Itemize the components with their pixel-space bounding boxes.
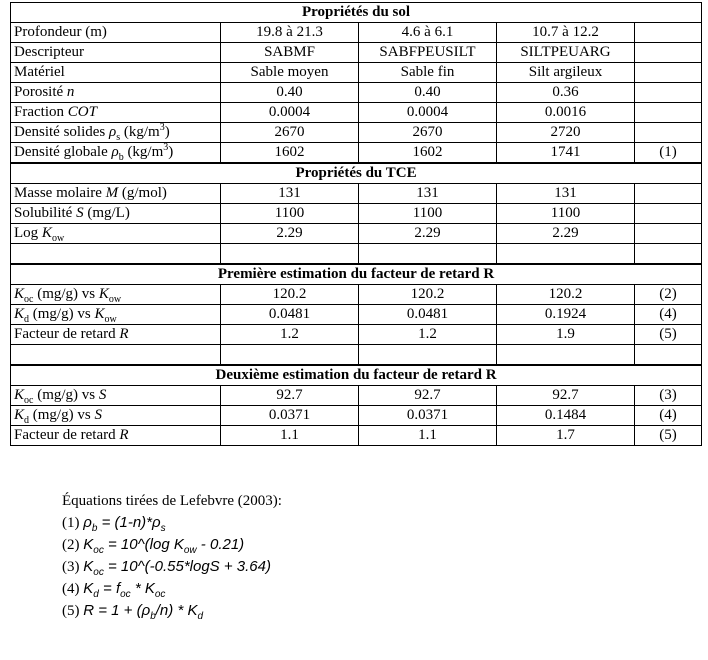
table-row <box>11 426 702 446</box>
symbol: K <box>14 407 25 423</box>
value-cell: 92.7 <box>221 386 359 406</box>
value-cell: 1.1 <box>221 426 359 446</box>
value-cell: 1.7 <box>497 426 635 446</box>
unit: ) <box>164 124 170 140</box>
superscript: 3 <box>163 142 169 153</box>
reference-cell <box>635 184 702 204</box>
reference-cell <box>635 63 702 83</box>
value-cell: 1100 <box>221 204 359 224</box>
value-cell: 120.2 <box>359 285 497 305</box>
equation-4: (4) $K_d = f_{oc} * K_{oc}$ <box>62 580 166 600</box>
value-cell: 0.36 <box>497 83 635 103</box>
unit: (kg/m <box>123 144 164 160</box>
subscript: d <box>24 314 30 325</box>
label-text: Log <box>14 225 42 241</box>
value-cell: 131 <box>359 184 497 204</box>
row-label <box>11 426 221 446</box>
label-text: (mg/g) vs <box>33 286 99 302</box>
reference-cell: (5) <box>635 426 702 446</box>
properties-table <box>10 2 702 446</box>
value-cell: 10.7 à 12.2 <box>497 23 635 43</box>
section-title: Propriétés du sol <box>11 3 702 23</box>
reference-cell <box>635 204 702 224</box>
value-cell: SABMF <box>221 43 359 63</box>
label-text: (mg/g) vs <box>29 407 95 423</box>
reference-cell <box>635 224 702 244</box>
section-header-row <box>11 264 702 285</box>
row-label <box>11 184 221 204</box>
reference-cell <box>635 23 702 43</box>
row-label <box>11 23 221 43</box>
reference-cell <box>635 43 702 63</box>
equation-3: (3) $K_{oc}$ = 10^(-0.55*logS + 3.64) <box>62 558 271 578</box>
value-cell: 2.29 <box>497 224 635 244</box>
empty-cell <box>359 345 497 366</box>
table-row <box>11 325 702 345</box>
value-cell: 4.6 à 6.1 <box>359 23 497 43</box>
table-row <box>11 204 702 224</box>
section-header-row <box>11 3 702 23</box>
label-text: Masse molaire <box>14 185 106 201</box>
empty-cell <box>635 345 702 366</box>
value-cell: 19.8 à 21.3 <box>221 23 359 43</box>
empty-cell <box>497 244 635 265</box>
row-label <box>11 43 221 63</box>
value-cell: 0.40 <box>359 83 497 103</box>
value-cell: 0.0016 <box>497 103 635 123</box>
empty-cell <box>497 345 635 366</box>
unit: (kg/m <box>120 124 160 140</box>
subscript: oc <box>24 294 34 305</box>
value-cell: 2.29 <box>221 224 359 244</box>
value-cell: 1602 <box>359 143 497 164</box>
symbol: S <box>98 387 107 403</box>
label-text: Porosité <box>14 84 67 100</box>
blank-row <box>11 345 702 366</box>
reference-cell: (1) <box>635 143 702 164</box>
symbol: ρ <box>109 124 117 140</box>
subscript: ow <box>104 314 117 325</box>
reference-cell: (4) <box>635 406 702 426</box>
label-text: (g/mol) <box>118 185 167 201</box>
section-header-row <box>11 365 702 386</box>
value-cell: 120.2 <box>497 285 635 305</box>
value-cell: 1100 <box>497 204 635 224</box>
value-cell: 2670 <box>359 123 497 143</box>
empty-cell <box>11 345 221 366</box>
table-row <box>11 224 702 244</box>
value-cell: Silt argileux <box>497 63 635 83</box>
row-label <box>11 285 221 305</box>
label-text: Facteur de retard <box>14 326 120 342</box>
section-header-row <box>11 163 702 184</box>
value-cell: 1741 <box>497 143 635 164</box>
value-cell: 1100 <box>359 204 497 224</box>
section-title: Deuxième estimation du facteur de retard R <box>11 365 702 386</box>
equation-5: (5) $R = 1 + (\rho_b/n) * K_d$ <box>62 602 204 622</box>
value-cell: Sable fin <box>359 63 497 83</box>
row-label <box>11 386 221 406</box>
value-cell: 0.0481 <box>221 305 359 325</box>
value-cell: 92.7 <box>497 386 635 406</box>
label-text: (mg/L) <box>83 205 130 221</box>
table-row <box>11 143 702 164</box>
label-text: (mg/g) vs <box>33 387 99 403</box>
row-label <box>11 224 221 244</box>
value-cell: Sable moyen <box>221 63 359 83</box>
value-cell: 1.2 <box>221 325 359 345</box>
row-label <box>11 123 221 143</box>
subscript: oc <box>24 395 34 406</box>
reference-cell <box>635 123 702 143</box>
value-cell: SILTPEUARG <box>497 43 635 63</box>
value-cell: 0.0004 <box>221 103 359 123</box>
row-label <box>11 63 221 83</box>
empty-cell <box>359 244 497 265</box>
value-cell: 1602 <box>221 143 359 164</box>
value-cell: 92.7 <box>359 386 497 406</box>
reference-cell <box>635 103 702 123</box>
table-row <box>11 285 702 305</box>
row-label <box>11 325 221 345</box>
reference-cell: (5) <box>635 325 702 345</box>
table-row <box>11 406 702 426</box>
value-cell: 1.1 <box>359 426 497 446</box>
subscript: d <box>24 415 30 426</box>
symbol: M <box>105 185 119 201</box>
label-text: Solubilité <box>14 205 77 221</box>
empty-cell <box>11 244 221 265</box>
value-cell: 1.2 <box>359 325 497 345</box>
value-cell: 0.0371 <box>359 406 497 426</box>
equation-1: (1) $\rho_b = (1-n)*\rho_s$ <box>62 514 166 534</box>
symbol: K <box>94 306 105 322</box>
label-text: Densité globale <box>14 144 112 160</box>
reference-cell <box>635 83 702 103</box>
table-row <box>11 43 702 63</box>
value-cell: 131 <box>497 184 635 204</box>
symbol: K <box>41 225 52 241</box>
table-row <box>11 83 702 103</box>
value-cell: 2720 <box>497 123 635 143</box>
table-row <box>11 184 702 204</box>
reference-cell: (4) <box>635 305 702 325</box>
equations-notes <box>62 491 282 622</box>
symbol: K <box>14 306 25 322</box>
label-text: Profondeur (m) <box>14 24 107 40</box>
value-cell: 120.2 <box>221 285 359 305</box>
value-cell: 0.0371 <box>221 406 359 426</box>
symbol: ρ <box>111 144 119 160</box>
table-row <box>11 123 702 143</box>
symbol: K <box>14 387 25 403</box>
label-text: Matériel <box>14 64 65 80</box>
symbol: R <box>119 326 129 342</box>
reference-cell: (2) <box>635 285 702 305</box>
value-cell: 131 <box>221 184 359 204</box>
value-cell: 1.9 <box>497 325 635 345</box>
value-cell: 0.40 <box>221 83 359 103</box>
row-label <box>11 143 221 164</box>
subscript: s <box>116 132 121 143</box>
subscript: ow <box>108 294 122 305</box>
label-text: Fraction <box>14 104 68 120</box>
row-label <box>11 83 221 103</box>
table-row <box>11 63 702 83</box>
value-cell: 0.1484 <box>497 406 635 426</box>
label-text: Densité solides <box>14 124 109 140</box>
symbol: S <box>94 407 102 423</box>
value-cell: 2670 <box>221 123 359 143</box>
equation-2: (2) $K_{oc}$ = 10^(log $K_{ow} - 0.21$) <box>62 536 245 556</box>
notes-intro: Équations tirées de Lefebvre (2003): <box>62 493 282 509</box>
symbol: K <box>98 286 109 302</box>
value-cell: 0.0004 <box>359 103 497 123</box>
label-text: Facteur de retard <box>14 427 120 443</box>
value-cell: 2.29 <box>359 224 497 244</box>
unit: ) <box>168 144 174 160</box>
table-row <box>11 23 702 43</box>
table-row <box>11 305 702 325</box>
blank-row <box>11 244 702 265</box>
symbol: COT <box>67 104 97 120</box>
value-cell: 0.1924 <box>497 305 635 325</box>
empty-cell <box>635 244 702 265</box>
row-label <box>11 204 221 224</box>
table-row <box>11 103 702 123</box>
superscript: 3 <box>159 122 165 133</box>
symbol: n <box>66 84 75 100</box>
subscript: b <box>118 152 124 163</box>
section-title: Première estimation du facteur de retard R <box>11 264 702 285</box>
row-label <box>11 103 221 123</box>
label-text: (mg/g) vs <box>29 306 95 322</box>
reference-cell: (3) <box>635 386 702 406</box>
symbol: K <box>14 286 25 302</box>
empty-cell <box>221 244 359 265</box>
row-label <box>11 305 221 325</box>
table-row <box>11 386 702 406</box>
section-title: Propriétés du TCE <box>11 163 702 184</box>
value-cell: 0.0481 <box>359 305 497 325</box>
symbol: R <box>119 427 129 443</box>
label-text: Descripteur <box>14 44 84 60</box>
empty-cell <box>221 345 359 366</box>
row-label <box>11 406 221 426</box>
value-cell: SABFPEUSILT <box>359 43 497 63</box>
subscript: ow <box>51 233 65 244</box>
symbol: S <box>76 205 84 221</box>
